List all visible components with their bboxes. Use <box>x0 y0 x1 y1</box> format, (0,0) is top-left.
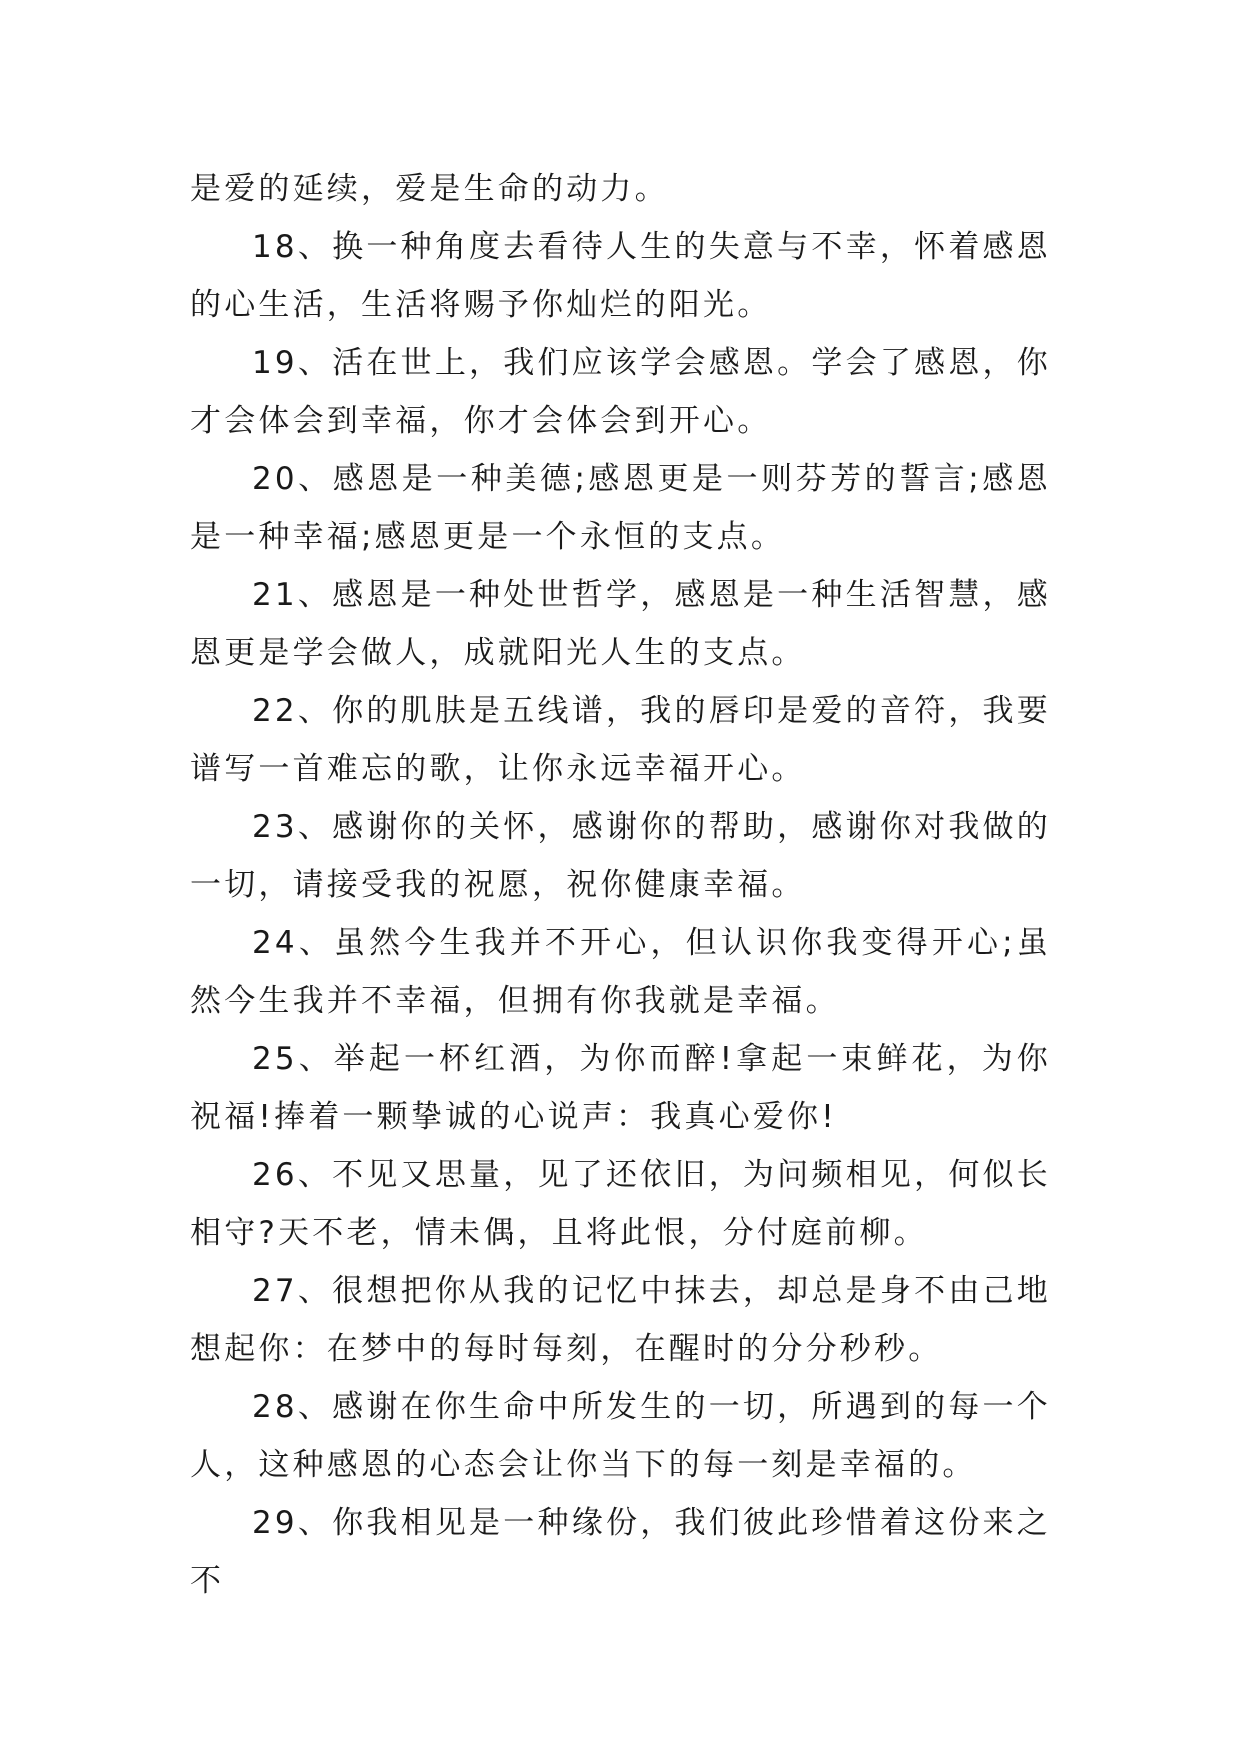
paragraph-26: 26、不见又思量，见了还依旧，为问频相见，何似长相守?天不老，情未偶，且将此恨，分付庭前柳。 <box>190 1157 1051 1251</box>
paragraph-18: 18、换一种角度去看待人生的失意与不幸，怀着感恩的心生活，生活将赐予你灿烂的阳光。 <box>190 229 1051 323</box>
paragraph-25: 25、举起一杯红酒，为你而醉!拿起一束鲜花，为你祝福!捧着一颗挚诚的心说声：我真心爱你! <box>190 1041 1051 1135</box>
paragraph-28: 28、感谢在你生命中所发生的一切，所遇到的每一个人，这种感恩的心态会让你当下的每一刻是幸福的。 <box>190 1389 1051 1483</box>
paragraph-23: 23、感谢你的关怀，感谢你的帮助，感谢你对我做的一切，请接受我的祝愿，祝你健康幸福。 <box>190 809 1051 903</box>
paragraph-22: 22、你的肌肤是五线谱，我的唇印是爱的音符，我要谱写一首难忘的歌，让你永远幸福开心。 <box>190 693 1051 787</box>
paragraph-20: 20、感恩是一种美德;感恩更是一则芬芳的誓言;感恩是一种幸福;感恩更是一个永恒的支点。 <box>190 461 1051 555</box>
paragraph-continued: 是爱的延续，爱是生命的动力。 <box>190 171 669 207</box>
paragraph-29: 29、你我相见是一种缘份，我们彼此珍惜着这份来之不 <box>190 1505 1051 1599</box>
paragraph-21: 21、感恩是一种处世哲学，感恩是一种生活智慧，感恩更是学会做人，成就阳光人生的支点。 <box>190 577 1051 671</box>
paragraph-19: 19、活在世上，我们应该学会感恩。学会了感恩，你才会体会到幸福，你才会体会到开心。 <box>190 345 1051 439</box>
paragraph-27: 27、很想把你从我的记忆中抹去，却总是身不由己地想起你：在梦中的每时每刻，在醒时的分分秒秒。 <box>190 1273 1051 1367</box>
paragraph-24: 24、虽然今生我并不开心，但认识你我变得开心;虽然今生我并不幸福，但拥有你我就是幸福。 <box>190 925 1051 1019</box>
document-body <box>190 160 1051 1610</box>
